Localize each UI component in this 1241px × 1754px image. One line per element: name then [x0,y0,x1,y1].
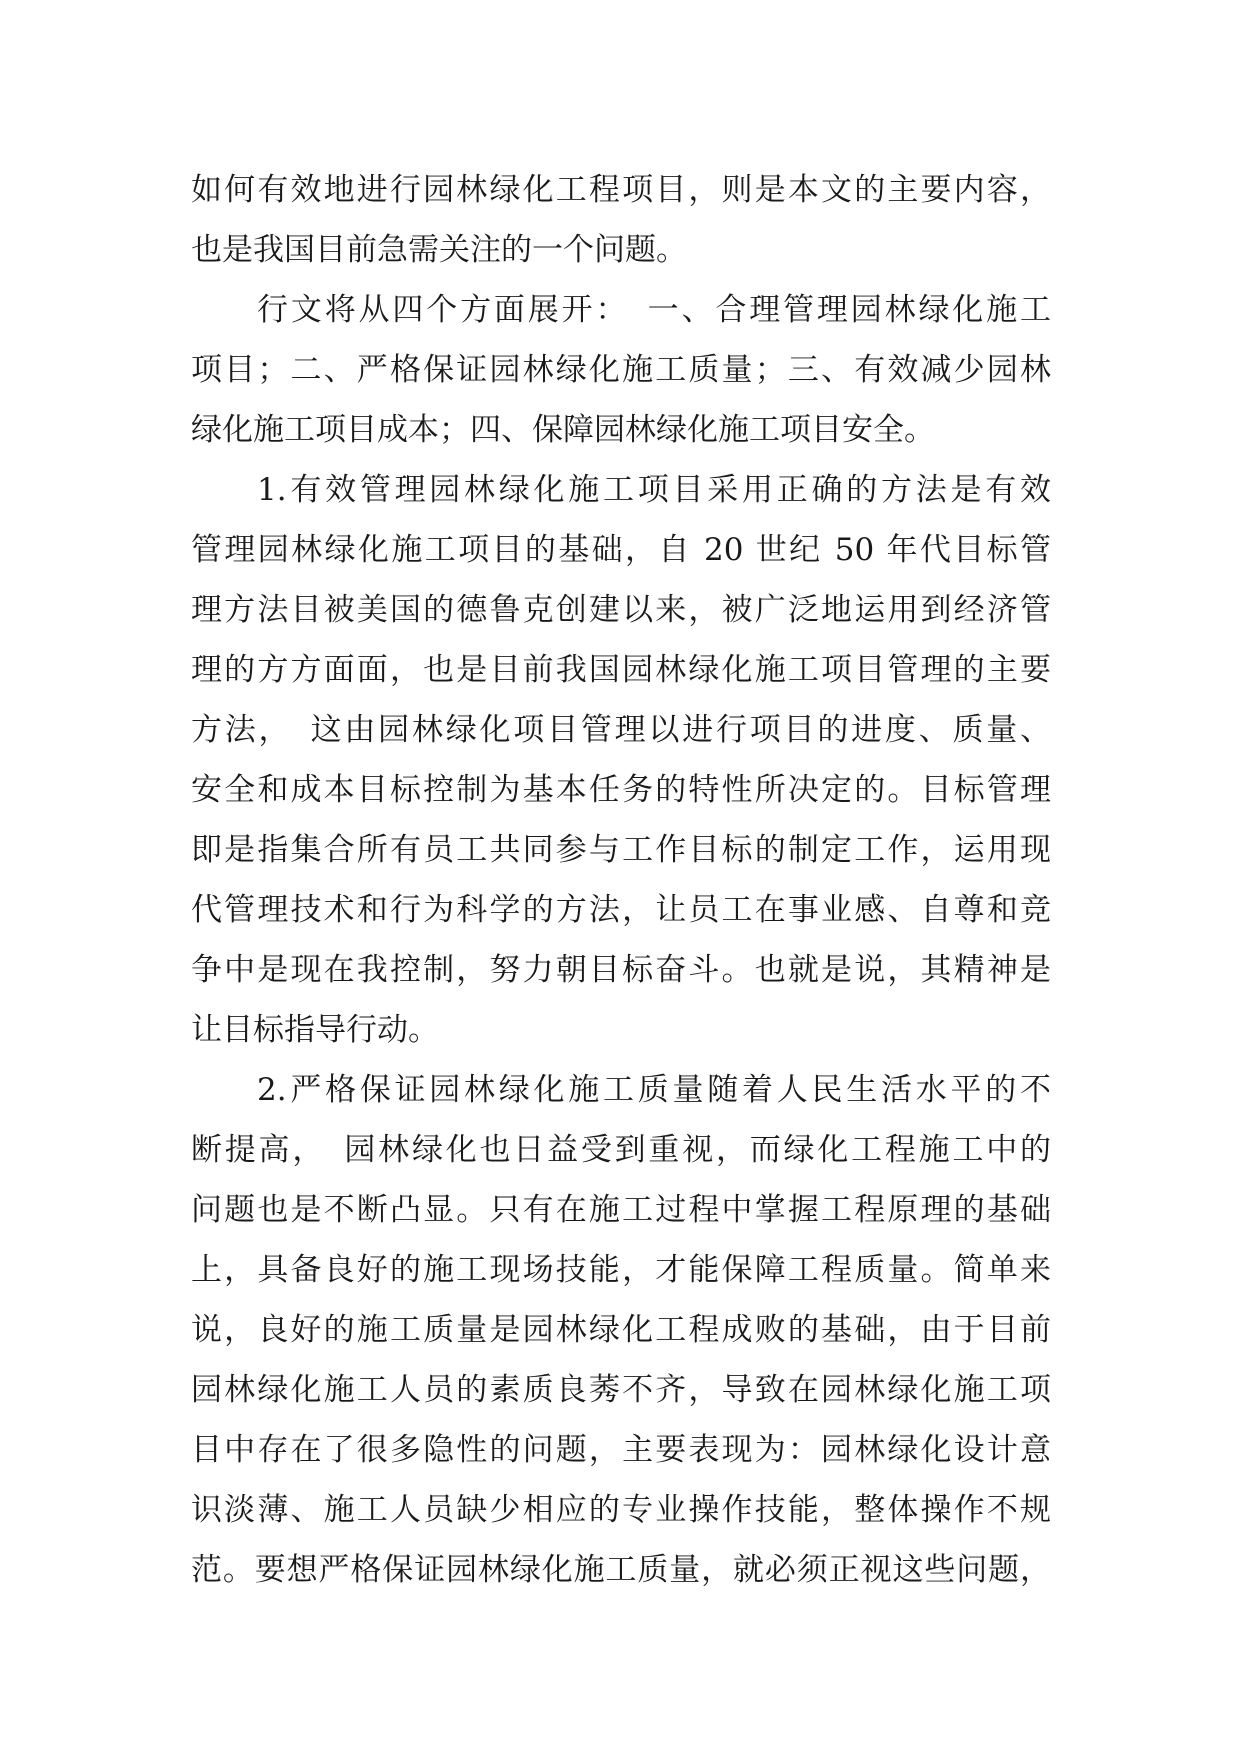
text-line: 安全和成本目标控制为基本任务的特性所决定的。目标管理 [191,772,1051,808]
text-line: 理方法目被美国的德鲁克创建以来，被广泛地运用到经济管 [191,592,1051,628]
text-line: 如何有效地进行园林绿化工程项目，则是本文的主要内容， [191,172,1051,208]
text-line: 范。要想严格保证园林绿化施工质量，就必须正视这些问题， [191,1552,1051,1588]
text-line: 争中是现在我控制，努力朝目标奋斗。也就是说，其精神是 [191,952,1051,988]
text-line: 让目标指导行动。 [191,1012,439,1048]
text-line: 理的方方面面，也是目前我国园林绿化施工项目管理的主要 [191,652,1051,688]
text-line: 上，具备良好的施工现场技能，才能保障工程质量。简单来 [191,1252,1051,1288]
text-line: 代管理技术和行为科学的方法，让员工在事业感、自尊和竞 [191,892,1051,928]
text-line: 项目；二、严格保证园林绿化施工质量；三、有效减少园林 [191,352,1051,388]
text-line: 识淡薄、施工人员缺少相应的专业操作技能，整体操作不规 [191,1492,1051,1528]
text-line: 断提高， 园林绿化也日益受到重视，而绿化工程施工中的 [191,1132,1051,1168]
text-line: 目中存在了很多隐性的问题，主要表现为：园林绿化设计意 [191,1432,1051,1468]
text-line: 绿化施工项目成本；四、保障园林绿化施工项目安全。 [191,412,935,448]
text-line: 即是指集合所有员工共同参与工作目标的制定工作，运用现 [191,832,1051,868]
paragraph-first-line: 1.有效管理园林绿化施工项目采用正确的方法是有效 [257,472,1051,508]
text-line: 也是我国目前急需关注的一个问题。 [191,232,687,268]
text-line: 问题也是不断凸显。只有在施工过程中掌握工程原理的基础 [191,1192,1051,1228]
paragraph-first-line: 行文将从四个方面展开： 一、合理管理园林绿化施工 [257,292,1051,328]
text-line: 园林绿化施工人员的素质良莠不齐，导致在园林绿化施工项 [191,1372,1051,1408]
paragraph-first-line: 2.严格保证园林绿化施工质量随着人民生活水平的不 [257,1072,1051,1108]
text-line: 方法， 这由园林绿化项目管理以进行项目的进度、质量、 [191,712,1051,748]
text-line: 管理园林绿化施工项目的基础，自 20 世纪 50 年代目标管 [191,532,1051,568]
text-line: 说，良好的施工质量是园林绿化工程成败的基础，由于目前 [191,1312,1051,1348]
